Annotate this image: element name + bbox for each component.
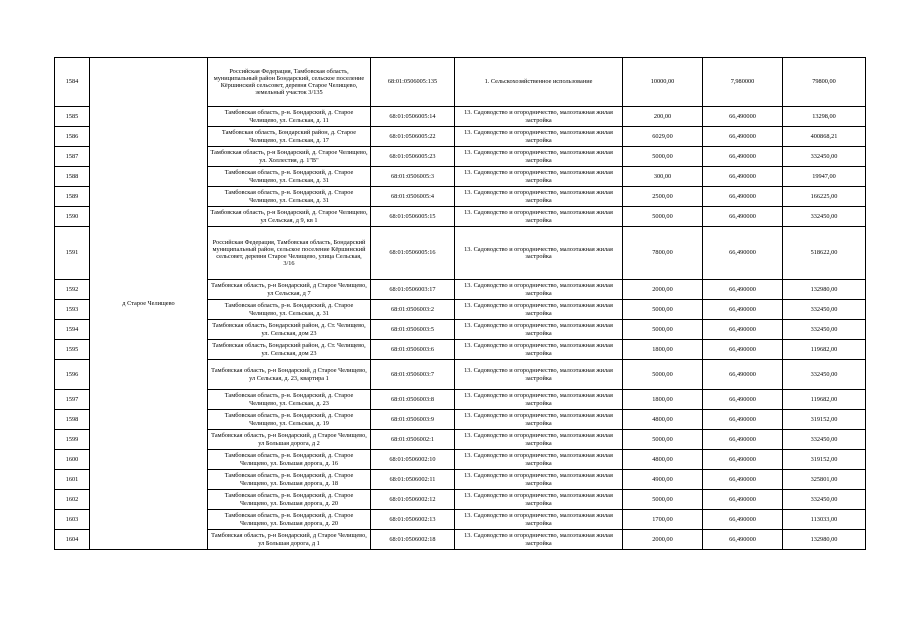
address-cell: Тамбовская область, р-н. Бондарский, д. Старое Челищево, ул. Сельская, д. 23 bbox=[208, 390, 371, 410]
area-cell: 300,00 bbox=[623, 167, 703, 187]
address-cell: Тамбовская область, Бондарский район, д. Ст. Челищево, ул. Сельская, дом 23 bbox=[208, 320, 371, 340]
table-row bbox=[55, 58, 866, 107]
specific-value-cell: 66,490000 bbox=[703, 207, 783, 227]
row-number-cell: 1604 bbox=[55, 530, 90, 550]
area-cell: 7800,00 bbox=[623, 227, 703, 280]
cadastral-number-cell: 68:01:0506003:6 bbox=[371, 340, 455, 360]
address-cell: Российская Федерация, Тамбовская область, муниципальный район Бондарский, сельское поселение Кёршинский сельсовет, деревня Старое Челищево, земельный участок 3/135 bbox=[208, 58, 371, 107]
area-cell: 2000,00 bbox=[623, 280, 703, 300]
cadastral-number-cell: 68:01:0506002:10 bbox=[371, 450, 455, 470]
row-number-cell: 1594 bbox=[55, 320, 90, 340]
area-cell: 1700,00 bbox=[623, 510, 703, 530]
land-use-cell: 13. Садоводство и огородничество, малоэтажная жилая застройка bbox=[455, 450, 623, 470]
specific-value-cell: 66,490000 bbox=[703, 510, 783, 530]
cadastral-number-cell: 68:01:0506005:135 bbox=[371, 58, 455, 107]
area-cell: 5000,00 bbox=[623, 320, 703, 340]
specific-value-cell: 66,490000 bbox=[703, 187, 783, 207]
address-cell: Тамбовская область, р-н. Бондарский, д. Старое Челищево, ул. Сельская, д. 31 bbox=[208, 167, 371, 187]
address-cell: Российская Федерация, Тамбовская область, Бондарский муниципальный район, сельское поселение Кёршинский сельсовет, деревня Старое Челищево, улица Сельская, 3/16 bbox=[208, 227, 371, 280]
cadastral-value-cell: 319152,00 bbox=[783, 410, 866, 430]
cadastral-value-cell: 166225,00 bbox=[783, 187, 866, 207]
cadastral-number-cell: 68:01:0506003:9 bbox=[371, 410, 455, 430]
row-number-cell: 1592 bbox=[55, 280, 90, 300]
cadastral-number-cell: 68:01:0506005:23 bbox=[371, 147, 455, 167]
cadastral-number-cell: 68:01:0506002:1 bbox=[371, 430, 455, 450]
row-number-cell: 1599 bbox=[55, 430, 90, 450]
cadastral-value-cell: 13298,00 bbox=[783, 107, 866, 127]
specific-value-cell: 66,490000 bbox=[703, 300, 783, 320]
cadastral-number-cell: 68:01:0506002:12 bbox=[371, 490, 455, 510]
row-number-cell: 1593 bbox=[55, 300, 90, 320]
cadastral-value-cell: 332450,00 bbox=[783, 207, 866, 227]
cadastral-number-cell: 68:01:0506005:16 bbox=[371, 227, 455, 280]
specific-value-cell: 66,490000 bbox=[703, 340, 783, 360]
address-cell: Тамбовская область, р-н Бондарский, д. Старое Челищево, ул. Холлестия, д. 1"В" bbox=[208, 147, 371, 167]
specific-value-cell: 66,490000 bbox=[703, 430, 783, 450]
land-use-cell: 13. Садоводство и огородничество, малоэтажная жилая застройка bbox=[455, 430, 623, 450]
land-use-cell: 13. Садоводство и огородничество, малоэтажная жилая застройка bbox=[455, 280, 623, 300]
row-number-cell: 1586 bbox=[55, 127, 90, 147]
row-number-cell: 1600 bbox=[55, 450, 90, 470]
cadastral-number-cell: 68:01:0506005:4 bbox=[371, 187, 455, 207]
area-cell: 5000,00 bbox=[623, 360, 703, 390]
cadastral-number-cell: 68:01:0506003:17 bbox=[371, 280, 455, 300]
area-cell: 2000,00 bbox=[623, 530, 703, 550]
specific-value-cell: 66,490000 bbox=[703, 147, 783, 167]
address-cell: Тамбовская область, р-н. Бондарский, д. Старое Челищево, ул. Сельская, д. 31 bbox=[208, 300, 371, 320]
cadastral-value-cell: 119682,00 bbox=[783, 390, 866, 410]
cadastral-value-cell: 332450,00 bbox=[783, 300, 866, 320]
area-cell: 4800,00 bbox=[623, 410, 703, 430]
address-cell: Тамбовская область, р-н Бондарский, д Старое Челищево, ул Сельская, д 7 bbox=[208, 280, 371, 300]
address-cell: Тамбовская область, р-н. Бондарский, д. Старое Челищево, ул. Сельская, д. 31 bbox=[208, 187, 371, 207]
land-use-cell: 13. Садоводство и огородничество, малоэтажная жилая застройка bbox=[455, 300, 623, 320]
cadastral-number-cell: 68:01:0506003:5 bbox=[371, 320, 455, 340]
land-use-cell: 13. Садоводство и огородничество, малоэтажная жилая застройка bbox=[455, 360, 623, 390]
land-use-cell: 13. Садоводство и огородничество, малоэтажная жилая застройка bbox=[455, 227, 623, 280]
specific-value-cell: 66,490000 bbox=[703, 450, 783, 470]
area-cell: 4900,00 bbox=[623, 470, 703, 490]
address-cell: Тамбовская область, р-н Бондарский, д Старое Челищево, ул Большая дорога, д 1 bbox=[208, 530, 371, 550]
table-body bbox=[55, 58, 866, 550]
area-cell: 1800,00 bbox=[623, 340, 703, 360]
cadastral-number-cell: 68:01:0506002:18 bbox=[371, 530, 455, 550]
land-use-cell: 13. Садоводство и огородничество, малоэтажная жилая застройка bbox=[455, 167, 623, 187]
row-number-cell: 1589 bbox=[55, 187, 90, 207]
cadastral-number-cell: 68:01:0506005:3 bbox=[371, 167, 455, 187]
cadastral-value-table bbox=[54, 57, 866, 550]
cadastral-value-cell: 113033,00 bbox=[783, 510, 866, 530]
address-cell: Тамбовская область, р-н. Бондарский, д. Старое Челищево, ул. Сельская, д. 11 bbox=[208, 107, 371, 127]
area-cell: 5000,00 bbox=[623, 430, 703, 450]
address-cell: Тамбовская область, Бондарский район, д. Ст. Челищево, ул. Сельская, дом 23 bbox=[208, 340, 371, 360]
specific-value-cell: 66,490000 bbox=[703, 167, 783, 187]
cadastral-value-cell: 332450,00 bbox=[783, 490, 866, 510]
row-number-cell: 1595 bbox=[55, 340, 90, 360]
area-cell: 5000,00 bbox=[623, 147, 703, 167]
cadastral-number-cell: 68:01:0506003:2 bbox=[371, 300, 455, 320]
address-cell: Тамбовская область, р-н. Бондарский, д. Старое Челищево, ул. Большая дорога, д. 20 bbox=[208, 490, 371, 510]
row-number-cell: 1584 bbox=[55, 58, 90, 107]
locality-cell: д Старое Челищево bbox=[90, 58, 208, 550]
land-use-cell: 13. Садоводство и огородничество, малоэтажная жилая застройка bbox=[455, 510, 623, 530]
row-number-cell: 1603 bbox=[55, 510, 90, 530]
land-use-cell: 13. Садоводство и огородничество, малоэтажная жилая застройка bbox=[455, 320, 623, 340]
land-use-cell: 13. Садоводство и огородничество, малоэтажная жилая застройка bbox=[455, 127, 623, 147]
address-cell: Тамбовская область, Бондарский район, д. Старое Челищево, ул. Сельская, д. 17 bbox=[208, 127, 371, 147]
address-cell: Тамбовская область, р-н. Бондарский, д. Старое Челищево, ул. Большая дорога, д. 20 bbox=[208, 510, 371, 530]
land-use-cell: 13. Садоводство и огородничество, малоэтажная жилая застройка bbox=[455, 147, 623, 167]
land-use-cell: 13. Садоводство и огородничество, малоэтажная жилая застройка bbox=[455, 490, 623, 510]
land-use-cell: 13. Садоводство и огородничество, малоэтажная жилая застройка bbox=[455, 410, 623, 430]
cadastral-value-cell: 119682,00 bbox=[783, 340, 866, 360]
cadastral-number-cell: 68:01:0506002:13 bbox=[371, 510, 455, 530]
area-cell: 1800,00 bbox=[623, 390, 703, 410]
area-cell: 5000,00 bbox=[623, 490, 703, 510]
address-cell: Тамбовская область, р-н Бондарский, д Старое Челищево, ул Большая дорога, д 2 bbox=[208, 430, 371, 450]
specific-value-cell: 66,490000 bbox=[703, 470, 783, 490]
area-cell: 5000,00 bbox=[623, 300, 703, 320]
cadastral-number-cell: 68:01:0506005:14 bbox=[371, 107, 455, 127]
cadastral-value-cell: 332450,00 bbox=[783, 360, 866, 390]
land-use-cell: 13. Садоводство и огородничество, малоэтажная жилая застройка bbox=[455, 187, 623, 207]
land-use-cell: 13. Садоводство и огородничество, малоэтажная жилая застройка bbox=[455, 530, 623, 550]
cadastral-value-cell: 332450,00 bbox=[783, 430, 866, 450]
cadastral-value-cell: 132980,00 bbox=[783, 280, 866, 300]
cadastral-value-cell: 518622,00 bbox=[783, 227, 866, 280]
row-number-cell: 1585 bbox=[55, 107, 90, 127]
specific-value-cell: 66,490000 bbox=[703, 280, 783, 300]
cadastral-number-cell: 68:01:0506002:11 bbox=[371, 470, 455, 490]
area-cell: 2500,00 bbox=[623, 187, 703, 207]
row-number-cell: 1597 bbox=[55, 390, 90, 410]
cadastral-value-cell: 319152,00 bbox=[783, 450, 866, 470]
area-cell: 200,00 bbox=[623, 107, 703, 127]
address-cell: Тамбовская область, р-н. Бондарский, д. Старое Челищево, ул. Большая дорога, д. 16 bbox=[208, 450, 371, 470]
address-cell: Тамбовская область, р-н Бондарский, д Старое Челищево, ул Сельская, д. 23, квартира 1 bbox=[208, 360, 371, 390]
cadastral-value-cell: 19947,00 bbox=[783, 167, 866, 187]
specific-value-cell: 7,980000 bbox=[703, 58, 783, 107]
row-number-cell: 1598 bbox=[55, 410, 90, 430]
specific-value-cell: 66,490000 bbox=[703, 227, 783, 280]
area-cell: 10000,00 bbox=[623, 58, 703, 107]
area-cell: 5000,00 bbox=[623, 207, 703, 227]
cadastral-value-cell: 79800,00 bbox=[783, 58, 866, 107]
row-number-cell: 1602 bbox=[55, 490, 90, 510]
land-use-cell: 13. Садоводство и огородничество, малоэтажная жилая застройка bbox=[455, 390, 623, 410]
row-number-cell: 1590 bbox=[55, 207, 90, 227]
cadastral-value-cell: 332450,00 bbox=[783, 320, 866, 340]
cadastral-number-cell: 68:01:0506005:15 bbox=[371, 207, 455, 227]
specific-value-cell: 66,490000 bbox=[703, 410, 783, 430]
area-cell: 6029,00 bbox=[623, 127, 703, 147]
cadastral-value-cell: 332450,00 bbox=[783, 147, 866, 167]
cadastral-value-cell: 132980,00 bbox=[783, 530, 866, 550]
specific-value-cell: 66,490000 bbox=[703, 490, 783, 510]
row-number-cell: 1591 bbox=[55, 227, 90, 280]
specific-value-cell: 66,490000 bbox=[703, 530, 783, 550]
specific-value-cell: 66,490000 bbox=[703, 127, 783, 147]
address-cell: Тамбовская область, р-н. Бондарский, д. Старое Челищево, ул. Большая дорога, д. 18 bbox=[208, 470, 371, 490]
land-use-cell: 13. Садоводство и огородничество, малоэтажная жилая застройка bbox=[455, 207, 623, 227]
specific-value-cell: 66,490000 bbox=[703, 390, 783, 410]
row-number-cell: 1596 bbox=[55, 360, 90, 390]
row-number-cell: 1588 bbox=[55, 167, 90, 187]
land-use-cell: 13. Садоводство и огородничество, малоэтажная жилая застройка bbox=[455, 107, 623, 127]
land-use-cell: 13. Садоводство и огородничество, малоэтажная жилая застройка bbox=[455, 340, 623, 360]
address-cell: Тамбовская область, р-н. Бондарский, д. Старое Челищево, ул. Сельская, д. 19 bbox=[208, 410, 371, 430]
land-use-cell: 13. Садоводство и огородничество, малоэтажная жилая застройка bbox=[455, 470, 623, 490]
row-number-cell: 1587 bbox=[55, 147, 90, 167]
cadastral-number-cell: 68:01:0506005:22 bbox=[371, 127, 455, 147]
specific-value-cell: 66,490000 bbox=[703, 107, 783, 127]
address-cell: Тамбовская область, р-н Бондарский, д. Старое Челищево, ул Сельская, д 9, кв 1 bbox=[208, 207, 371, 227]
cadastral-number-cell: 68:01:0506003:8 bbox=[371, 390, 455, 410]
specific-value-cell: 66,490000 bbox=[703, 320, 783, 340]
cadastral-value-cell: 400868,21 bbox=[783, 127, 866, 147]
land-use-cell: 1. Сельскохозяйственное использование bbox=[455, 58, 623, 107]
row-number-cell: 1601 bbox=[55, 470, 90, 490]
cadastral-value-cell: 325801,00 bbox=[783, 470, 866, 490]
specific-value-cell: 66,490000 bbox=[703, 360, 783, 390]
cadastral-number-cell: 68:01:0506003:7 bbox=[371, 360, 455, 390]
area-cell: 4800,00 bbox=[623, 450, 703, 470]
